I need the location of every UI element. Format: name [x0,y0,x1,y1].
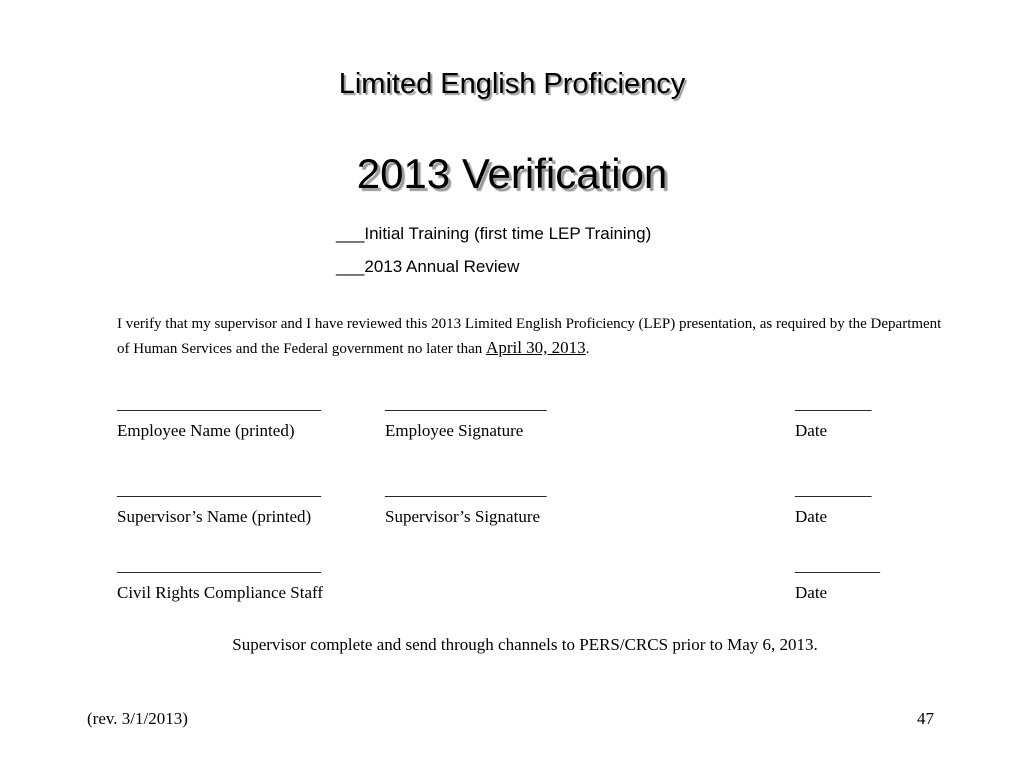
supervisor-date-label: Date [795,507,828,526]
verification-statement [117,313,957,361]
civil-rights-staff-label: Civil Rights Compliance Staff [117,583,324,602]
employee-signature-line[interactable]: ___________________ [385,394,547,413]
supervisor-signature-line[interactable]: ___________________ [385,480,547,499]
slide-subtitle: 2013 Verification [356,150,668,197]
revision-date: (rev. 3/1/2013) [87,709,188,728]
employee-name-label: Employee Name (printed) [117,421,295,440]
employee-signature-label: Employee Signature [385,421,524,440]
page-number: 47 [917,709,934,728]
slide-title: Limited English Proficiency [338,68,686,100]
checkbox-label: 2013 Annual Review [364,257,520,276]
submission-instruction: Supervisor complete and send through channels to PERS/CRCS prior to May 6, 2013. [232,635,818,654]
supervisor-name-line[interactable]: ________________________ [117,480,321,499]
employee-date-label: Date [795,421,828,440]
verification-text: I verify that my supervisor and I have reviewed this 2013 Limited English Proficiency (LEP) presentation, as required by the Department of Human Services and the Federal government no later than [117,316,942,357]
civil-rights-date-line[interactable]: __________ [795,556,880,575]
supervisor-date-line[interactable]: _________ [795,480,872,499]
supervisor-name-label: Supervisor’s Name (printed) [117,507,312,526]
checkbox-annual-review[interactable] [336,257,519,277]
checkbox-initial-training[interactable] [336,224,651,244]
supervisor-signature-label: Supervisor’s Signature [385,507,541,526]
employee-date-line[interactable]: _________ [795,394,872,413]
verification-end: . [585,341,590,357]
checkbox-blank: ___ [336,257,365,276]
employee-name-line[interactable]: ________________________ [117,394,321,413]
checkbox-blank: ___ [336,224,365,243]
civil-rights-staff-line[interactable]: ________________________ [117,556,321,575]
deadline-date: April 30, 2013 [486,338,586,357]
civil-rights-date-label: Date [795,583,828,602]
checkbox-label: Initial Training (first time LEP Training) [364,224,652,243]
